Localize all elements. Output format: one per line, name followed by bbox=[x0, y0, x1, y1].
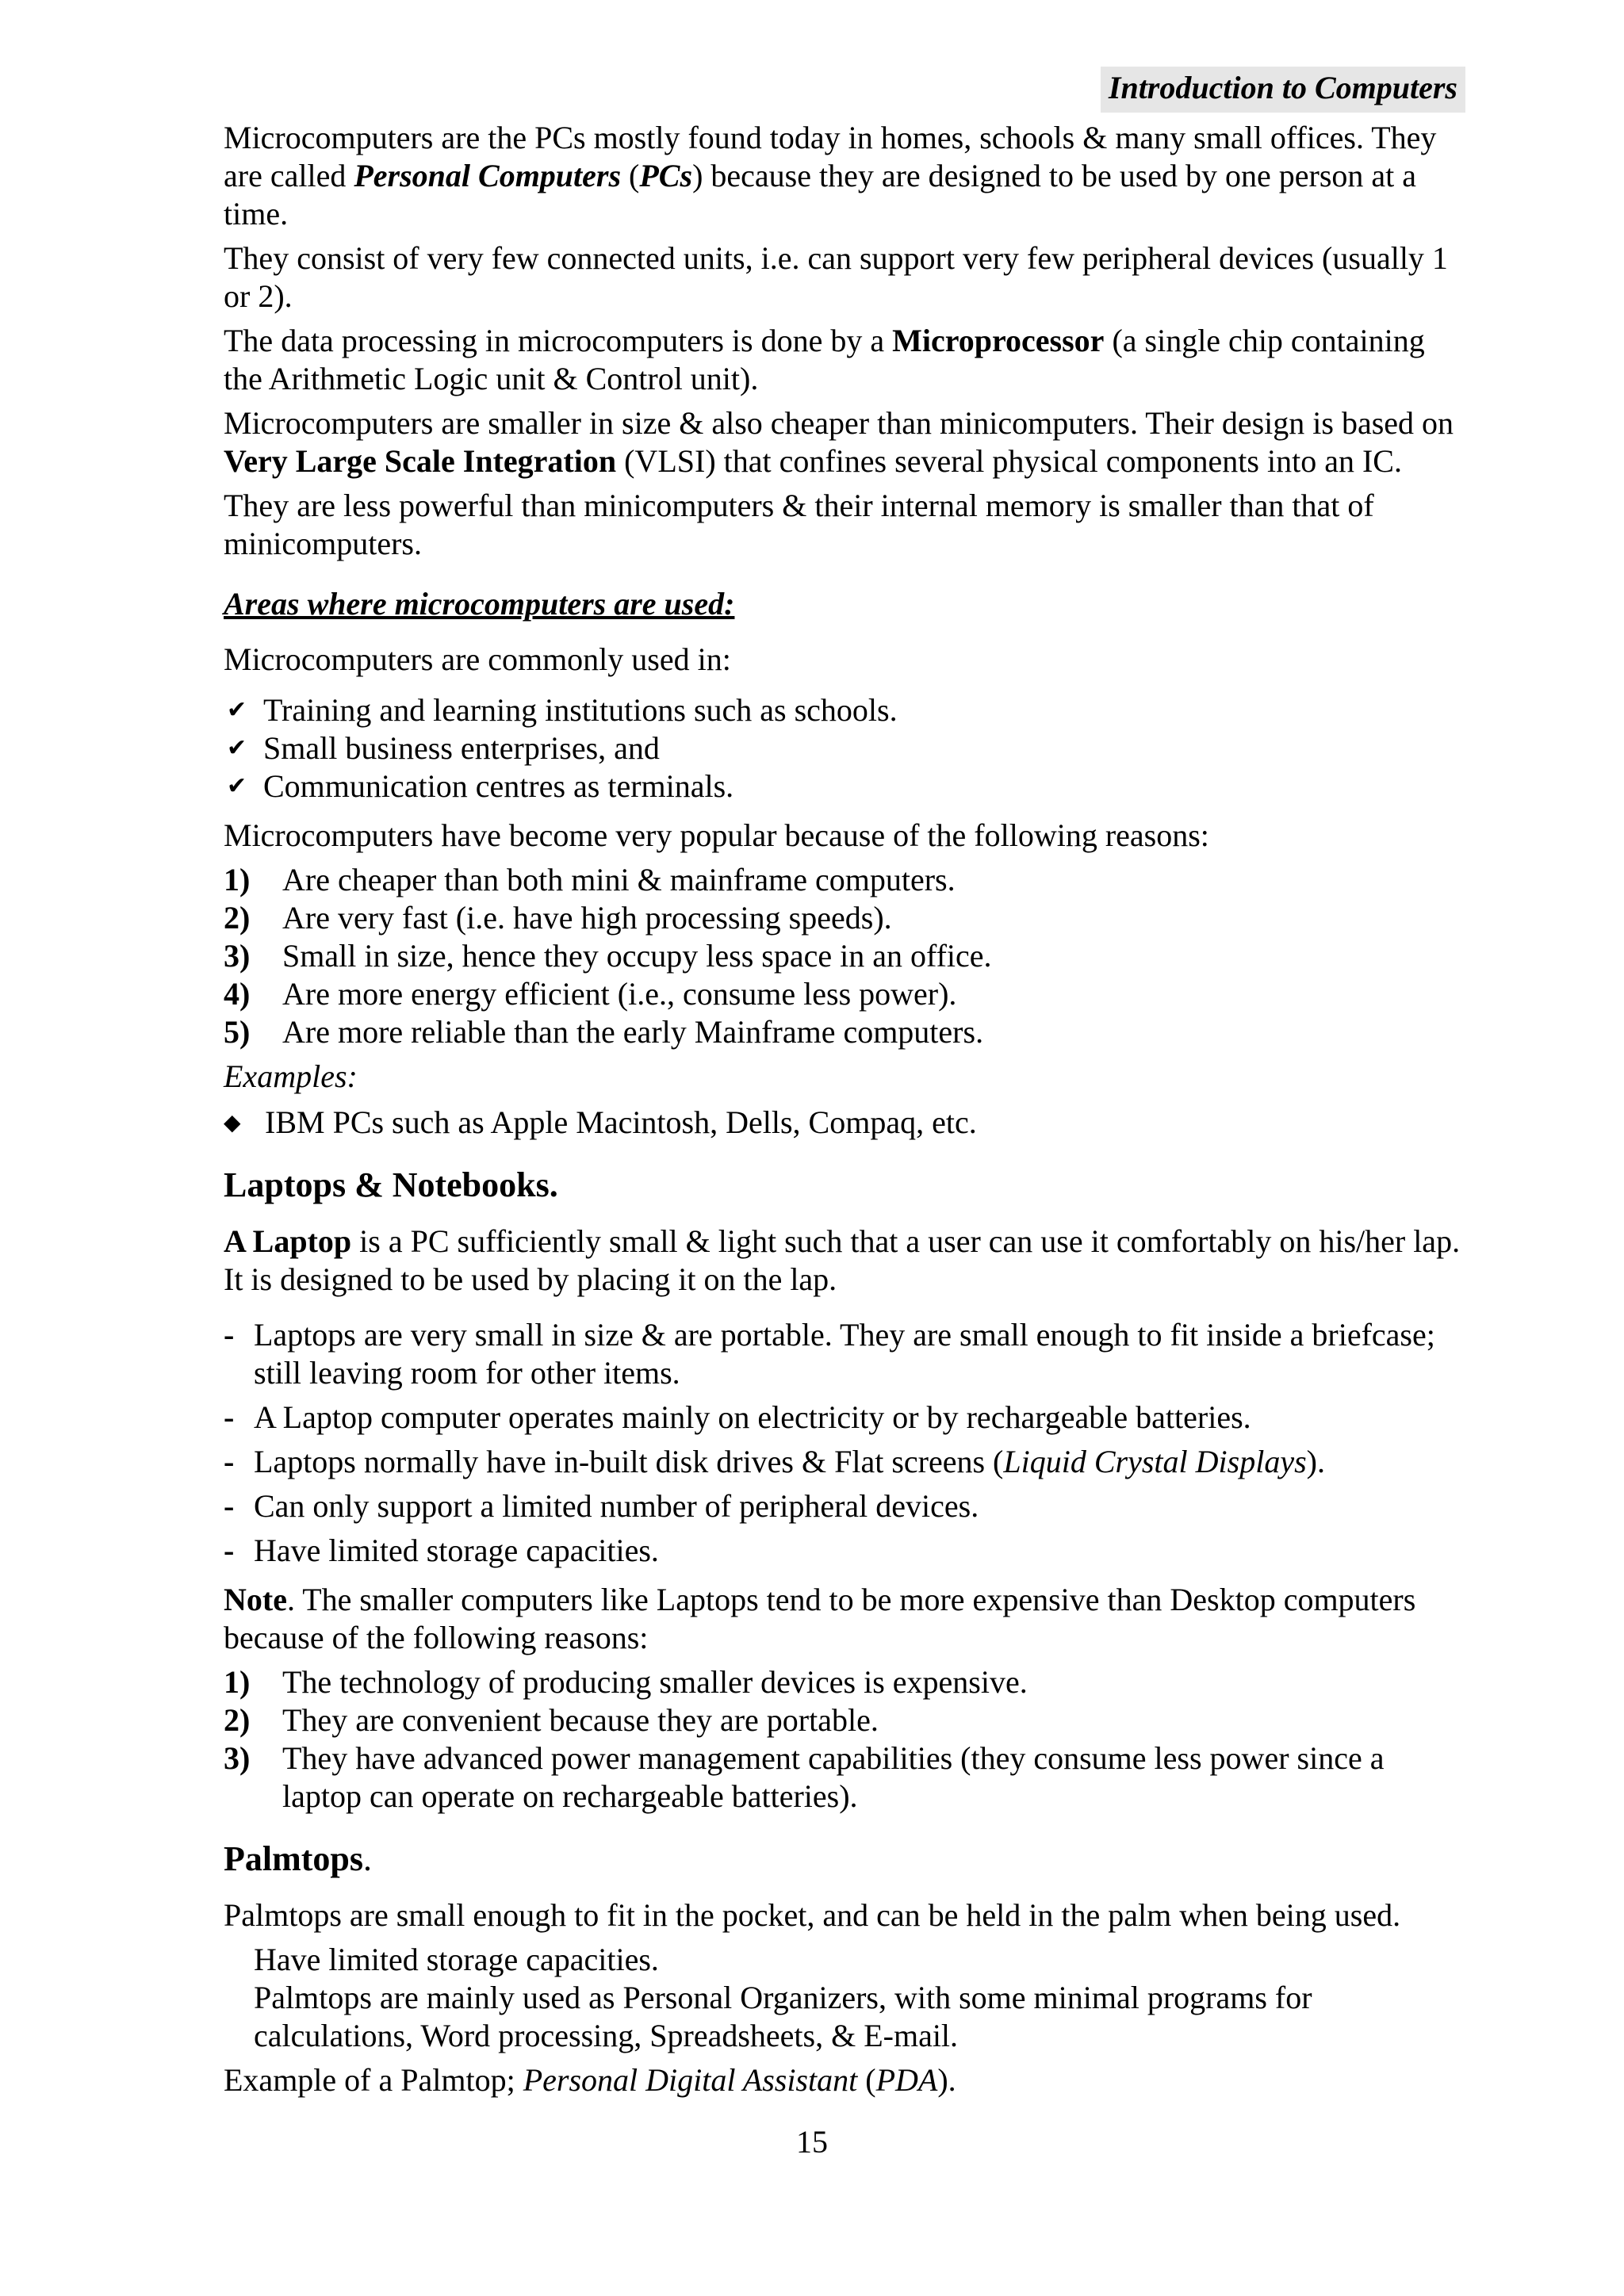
palmtops-example: Example of a Palmtop; Personal Digital Assistant (PDA). bbox=[224, 2062, 956, 2098]
list-item: 3) They have advanced power management capabilities (they consume less power since a laptop can operate on rechargeable batteries). bbox=[224, 1740, 1385, 1814]
intro-paragraph-4: Microcomputers are smaller in size & also cheaper than minicomputers. Their design is based on Very Large Scale Integration (VLSI) that confines several physical components into an IC. bbox=[224, 405, 1454, 479]
page-body bbox=[224, 119, 1461, 2106]
dash-bullet: - bbox=[224, 1444, 235, 1479]
intro-paragraph-5: They are less powerful than minicomputers & their internal memory is smaller than that of minicomputers. bbox=[224, 488, 1374, 561]
running-header: Introduction to Computers bbox=[1101, 67, 1465, 113]
palmtops-paragraph-2: Have limited storage capacities. bbox=[254, 1942, 659, 1977]
dash-bullet: - bbox=[224, 1533, 235, 1568]
examples-list bbox=[224, 1104, 1461, 1142]
areas-checklist bbox=[224, 691, 1461, 806]
reasons-list bbox=[224, 861, 1461, 1051]
check-icon: ✔ bbox=[227, 696, 247, 724]
list-item: 5) Are more reliable than the early Mainframe computers. bbox=[224, 1014, 984, 1050]
reasons-lead: Microcomputers have become very popular because of the following reasons: bbox=[224, 817, 1209, 853]
list-item: ✔ Training and learning institutions such as schools. bbox=[227, 692, 898, 728]
dash-bullet: - bbox=[224, 1317, 235, 1353]
laptop-reasons-list bbox=[224, 1663, 1461, 1816]
palmtops-paragraph-1: Palmtops are small enough to fit in the pocket, and can be held in the palm when being used. bbox=[224, 1897, 1401, 1933]
dash-bullet: - bbox=[224, 1399, 235, 1435]
list-item: 1) Are cheaper than both mini & mainframe computers. bbox=[224, 862, 956, 897]
list-item: 2) They are convenient because they are portable. bbox=[224, 1702, 879, 1738]
dash-bullet: - bbox=[224, 1488, 235, 1524]
page-number: 15 bbox=[796, 2124, 828, 2160]
term-personal-computers: Personal Computers bbox=[354, 158, 622, 193]
check-icon: ✔ bbox=[227, 734, 247, 762]
list-item: 1) The technology of producing smaller devices is expensive. bbox=[224, 1664, 1028, 1700]
check-icon: ✔ bbox=[227, 772, 247, 800]
section-heading-palmtops: Palmtops. bbox=[224, 1839, 372, 1878]
list-item: ✔ Small business enterprises, and bbox=[227, 730, 660, 766]
laptop-definition: A Laptop is a PC sufficiently small & light such that a user can use it comfortably on his/her lap. It is designed to be used by placing it on the lap. bbox=[224, 1223, 1461, 1297]
term-pcs: PCs bbox=[639, 158, 693, 193]
laptop-features-list bbox=[224, 1316, 1461, 1570]
list-item: - Laptops normally have in-built disk drives & Flat screens (Liquid Crystal Displays). bbox=[224, 1444, 1325, 1479]
section-heading-laptops: Laptops & Notebooks. bbox=[224, 1165, 558, 1204]
term-microprocessor: Microprocessor bbox=[892, 323, 1105, 358]
list-item: 3) Small in size, hence they occupy less space in an office. bbox=[224, 938, 992, 974]
list-item: - A Laptop computer operates mainly on electricity or by rechargeable batteries. bbox=[224, 1399, 1251, 1435]
palmtops-paragraph-3: Palmtops are mainly used as Personal Organizers, with some minimal programs for calculations, Word processing, Spreadsheets, & E-mail. bbox=[254, 1980, 1312, 2053]
list-item: ◆ IBM PCs such as Apple Macintosh, Dells, Compaq, etc. bbox=[224, 1104, 977, 1140]
intro-paragraph-2: They consist of very few connected units, i.e. can support very few peripheral devices (usually 1 or 2). bbox=[224, 240, 1448, 314]
diamond-icon: ◆ bbox=[224, 1109, 241, 1135]
intro-paragraph-1: Microcomputers are the PCs mostly found today in homes, schools & many small offices. They are called Personal Computers (PCs) because they are designed to be used by one person at a time. bbox=[224, 120, 1437, 232]
laptop-note: Note. The smaller computers like Laptops tend to be more expensive than Desktop computers because of the following reasons: bbox=[224, 1582, 1416, 1655]
term-vlsi: Very Large Scale Integration bbox=[224, 443, 617, 479]
list-item: 4) Are more energy efficient (i.e., consume less power). bbox=[224, 976, 957, 1012]
intro-paragraph-3: The data processing in microcomputers is done by a Microprocessor (a single chip containing the Arithmetic Logic unit & Control unit). bbox=[224, 323, 1425, 396]
list-item: 2) Are very fast (i.e. have high processing speeds). bbox=[224, 900, 892, 936]
areas-lead: Microcomputers are commonly used in: bbox=[224, 641, 731, 677]
examples-label: Examples: bbox=[224, 1058, 358, 1094]
list-item: - Have limited storage capacities. bbox=[224, 1533, 659, 1568]
section-heading-areas: Areas where microcomputers are used: bbox=[224, 586, 735, 622]
list-item: ✔ Communication centres as terminals. bbox=[227, 768, 734, 804]
list-item: - Can only support a limited number of peripheral devices. bbox=[224, 1488, 979, 1524]
list-item: - Laptops are very small in size & are portable. They are small enough to fit inside a briefcase; still leaving room for other items. bbox=[224, 1317, 1435, 1391]
